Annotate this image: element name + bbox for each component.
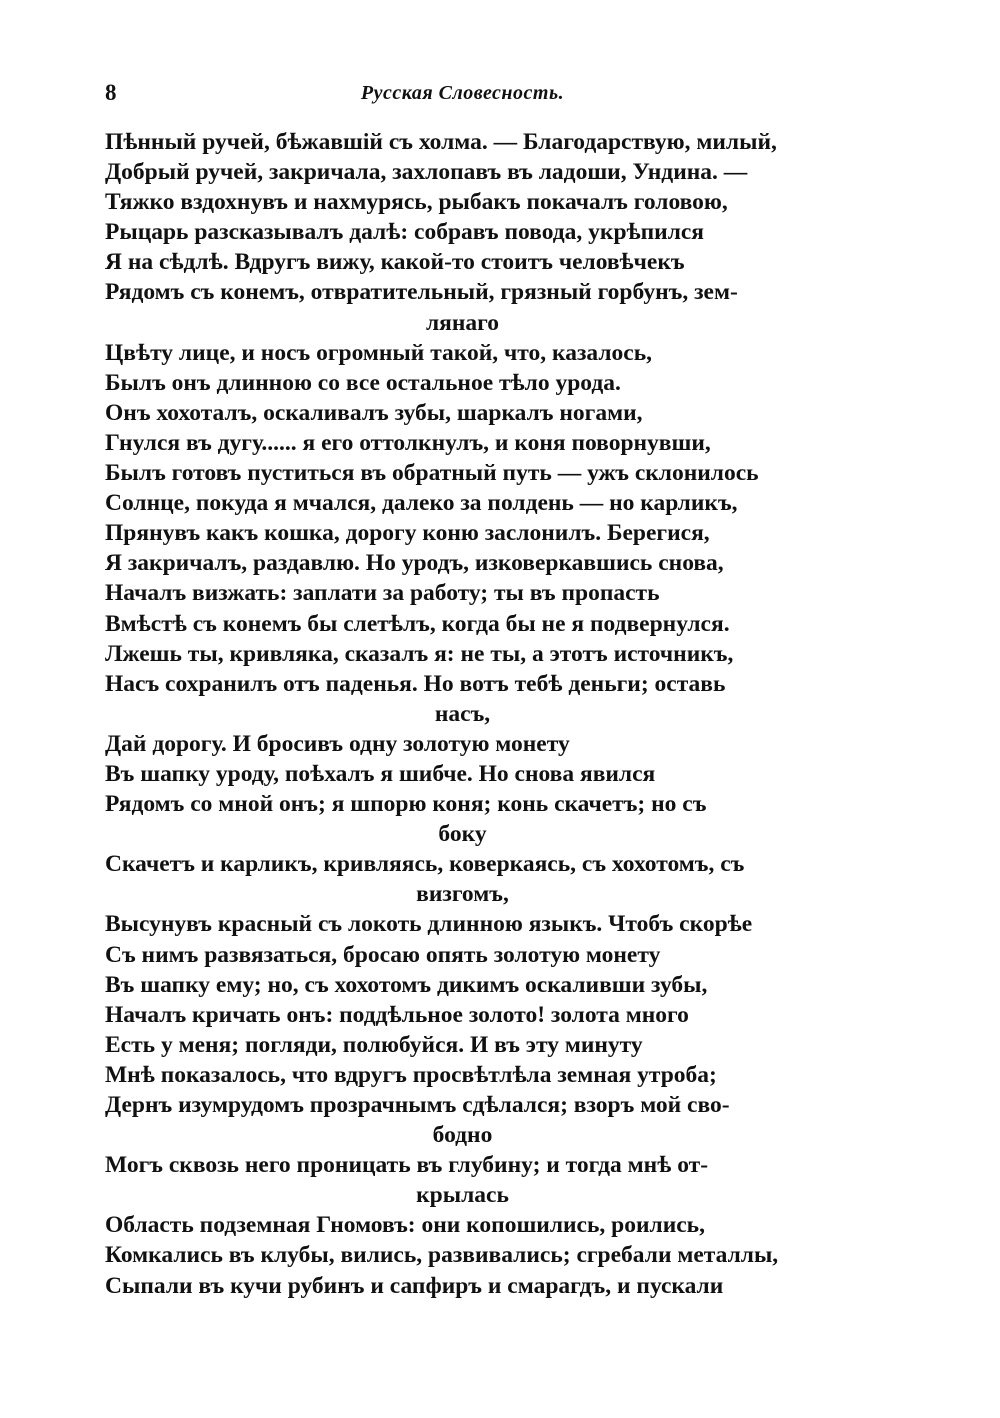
verse-line: Рядомъ съ конемъ, отвратительный, грязный горбунъ, зем- bbox=[105, 279, 738, 306]
verse-line: Область подземная Гномовъ: они копошились, роились, bbox=[105, 1212, 705, 1239]
page-number: 8 bbox=[105, 80, 117, 105]
verse-line: Началъ кричать онъ: поддѣльное золото! золота много bbox=[105, 1001, 689, 1028]
verse-line: Прянувъ какъ кошка, дорогу коню заслонилъ. Берегися, bbox=[105, 520, 710, 547]
verse-line: Пѣнный ручей, бѣжавшій съ холма. — Благодарствую, милый, bbox=[105, 129, 777, 155]
verse-line: Цвѣту лице, и носъ огромный такой, что, казалось, bbox=[105, 339, 653, 366]
verse-line: Мнѣ показалось, что вдругъ просвѣтлѣла земная утроба; bbox=[105, 1061, 717, 1088]
verse-line: Вмѣстѣ съ конемъ бы слетѣлъ, когда бы не я подвернулся. bbox=[105, 610, 730, 637]
verse-line: Я закричалъ, раздавлю. Но уродъ, изковеркавшись снова, bbox=[105, 550, 724, 577]
page-header bbox=[105, 80, 820, 110]
verse-line-continuation: боку bbox=[438, 821, 487, 848]
verse-line: Сыпали въ кучи рубинъ и сапфиръ и смарагдъ, и пускали bbox=[105, 1272, 724, 1299]
verse-line: Я на сѣдлѣ. Вдругъ вижу, какой-то стоитъ человѣчекъ bbox=[105, 249, 685, 276]
verse-line: Добрый ручей, закричала, захлопавъ въ ладоши, Ундина. — bbox=[105, 159, 748, 186]
verse-line: Рядомъ со мной онъ; я шпорю коня; конь скачетъ; но съ bbox=[105, 791, 707, 818]
verse-line: Солнце, покуда я мчался, далеко за полдень — но карликъ, bbox=[105, 490, 738, 517]
verse-line: Дернъ изумрудомъ прозрачнымъ сдѣлался; взоръ мой сво- bbox=[105, 1092, 730, 1118]
verse-line: Лжешь ты, кривляка, сказалъ я: не ты, а этотъ источникъ, bbox=[105, 640, 734, 667]
verse-line: Скачетъ и карликъ, кривляясь, коверкаясь, съ хохотомъ, съ bbox=[105, 851, 745, 878]
verse-line: Могъ сквозь него проницать въ глубину; и тогда мнѣ от- bbox=[105, 1152, 709, 1179]
verse-line-continuation: лянаго bbox=[425, 309, 500, 336]
verse-line: Гнулся въ дугу...... я его оттолкнулъ, и коня поворнувши, bbox=[105, 429, 711, 456]
verse-line: Дай дорогу. И бросивъ одну золотую монету bbox=[105, 730, 570, 757]
verse-line: Рыцарь разсказывалъ далѣ: собравъ повода, укрѣпился bbox=[105, 219, 705, 246]
verse-line-continuation: бодно bbox=[432, 1122, 493, 1149]
verse-line: Въ шапку ему; но, съ хохотомъ дикимъ оскаливши зубы, bbox=[105, 971, 708, 998]
verse-line: Тяжко вздохнувъ и нахмурясь, рыбакъ покачалъ головою, bbox=[105, 189, 728, 216]
verse-line-continuation: насъ, bbox=[434, 700, 491, 727]
verse-line: Началъ визжать: заплати за работу; ты въ пропасть bbox=[105, 580, 660, 607]
verse-line: Съ нимъ развязаться, бросаю опять золотую монету bbox=[105, 941, 661, 968]
verse-line: Былъ готовъ пуститься въ обратный путь — ужъ склонилось bbox=[105, 460, 759, 487]
running-title: Русская Словесность. bbox=[360, 82, 565, 104]
verse-line-continuation: визгомъ, bbox=[416, 881, 509, 908]
verse-line: Въ шапку уроду, поѣхалъ я шибче. Но снова явился bbox=[105, 760, 656, 787]
verse-line: Комкались въ клубы, вились, развивались; сгребали металлы, bbox=[105, 1242, 779, 1269]
verse-line: Былъ онъ длинною со все остальное тѣло урода. bbox=[105, 369, 621, 396]
verse-line-continuation: крылась bbox=[416, 1182, 509, 1209]
verse-line: Высунувъ красный съ локоть длинною языкъ. Чтобъ скорѣе bbox=[105, 911, 753, 938]
verse-line: Есть у меня; погляди, полюбуйся. И въ эту минуту bbox=[105, 1031, 643, 1058]
poem-text bbox=[105, 127, 820, 1301]
verse-line: Онъ хохоталъ, оскаливалъ зубы, шаркалъ ногами, bbox=[105, 399, 643, 426]
verse-line: Насъ сохранилъ отъ паденья. Но вотъ тебѣ деньги; оставь bbox=[105, 670, 726, 697]
